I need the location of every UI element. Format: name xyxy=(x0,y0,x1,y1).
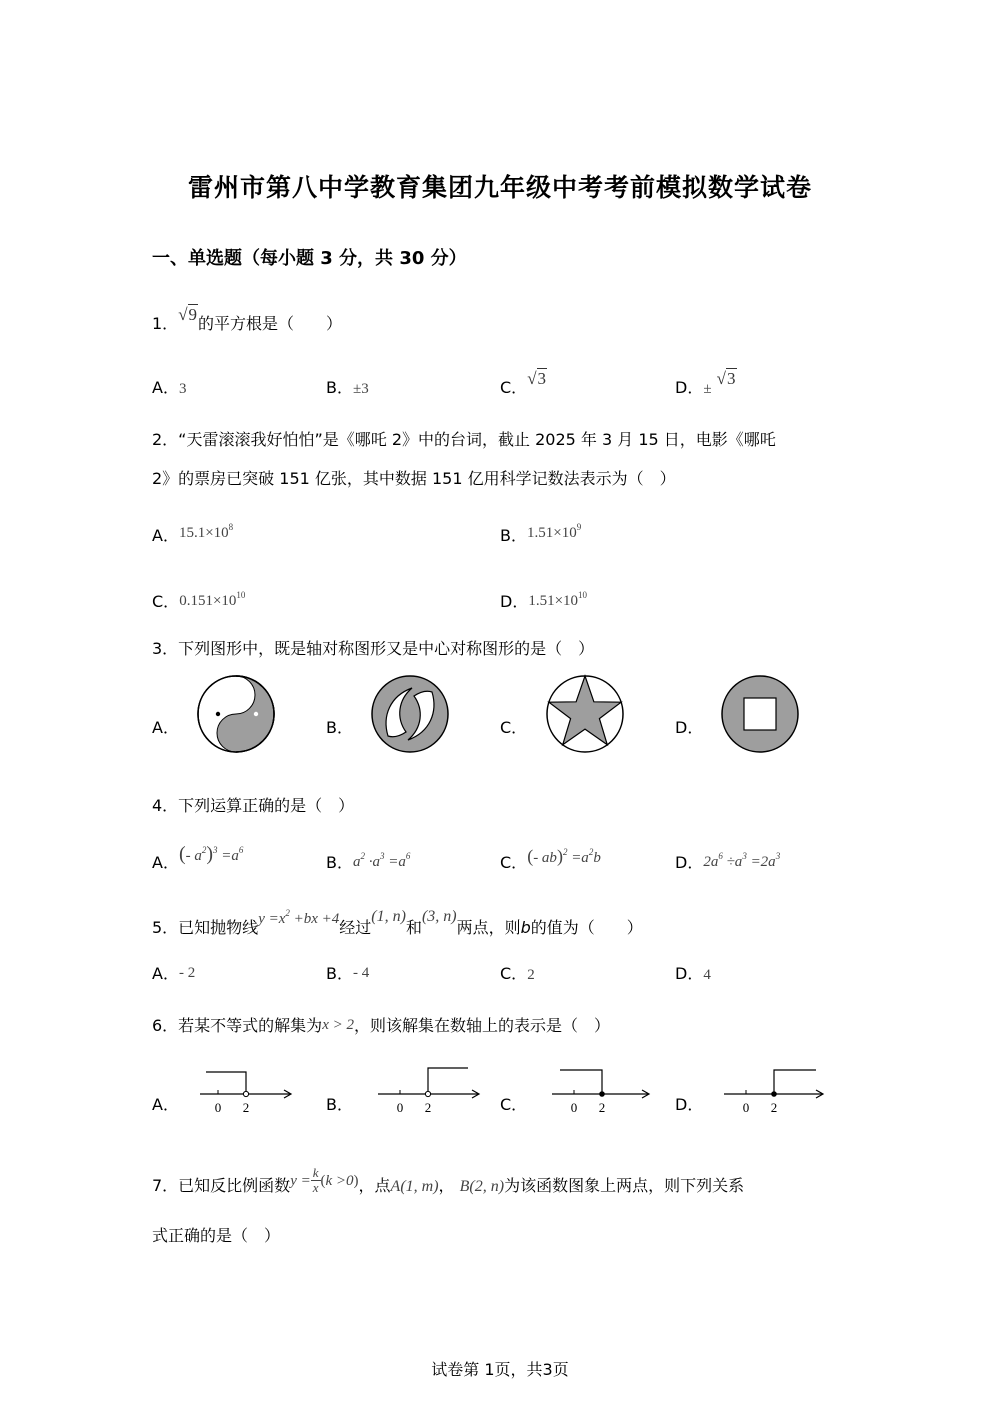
section-heading: 一、单选题（每小题 3 分，共 30 分） xyxy=(152,248,467,269)
question-6: 6．若某不等式的解集为x > 2，则该解集在数轴上的表示是（ ） xyxy=(152,1016,610,1035)
tick-2: 2 xyxy=(598,1100,606,1115)
number-line-a[interactable] xyxy=(196,1062,296,1118)
question-7-line2: 式正确的是（ ） xyxy=(152,1226,281,1245)
fraction-k-over-x: $\frac{k}{x}$ xyxy=(312,1165,319,1195)
q5-option-c[interactable]: C．2 xyxy=(500,964,535,983)
tick-0: 0 xyxy=(570,1100,578,1115)
q2-option-a[interactable]: A．$15.1\times 10^8$ xyxy=(152,522,234,545)
q5-option-d[interactable]: D．4 xyxy=(675,964,711,983)
yin-yang-figure[interactable] xyxy=(194,672,278,756)
number-line-b[interactable] xyxy=(374,1062,484,1118)
question-7-line1: 7．已知反比例函数y = $\frac{k}{x}$ (k >0)，点A(1, m)， B(2, n)为该函数图象上两点，则下列关系 xyxy=(152,1165,745,1195)
q5-option-b[interactable]: B．- 4 xyxy=(326,964,370,983)
q2-option-d[interactable]: D．$1.51\times 10^{10}$ xyxy=(500,590,588,611)
question-2-line1: 2．“天雷滚滚我好怕怕”是《哪吒 2》中的台词，截止 2025 年 3 月 15 日，电影《哪吒 xyxy=(152,430,776,449)
question-4: 4．下列运算正确的是（ ） xyxy=(152,796,355,815)
q1-option-a[interactable]: A．3 xyxy=(152,378,187,397)
q6-option-b-label[interactable]: B． xyxy=(326,1095,353,1114)
q3-option-b-label[interactable]: B． xyxy=(326,718,353,737)
q1-option-d[interactable]: D．± √3 xyxy=(675,369,736,397)
page-footer: 试卷第 1页，共3页 xyxy=(431,1360,569,1379)
q4-option-c[interactable]: C．(- $ab)^2 =a^2b$ xyxy=(500,846,601,872)
tick-0: 0 xyxy=(742,1100,750,1115)
question-3: 3．下列图形中，既是轴对称图形又是中心对称图形的是（ ） xyxy=(152,639,595,658)
tick-2: 2 xyxy=(770,1100,778,1115)
q6-option-a-label[interactable]: A． xyxy=(152,1095,179,1114)
q4-option-d[interactable]: D．$2a^6 \div a^3 =2a^3$ xyxy=(675,851,781,872)
number-line-d[interactable] xyxy=(720,1062,828,1118)
q3-option-a-label[interactable]: A． xyxy=(152,718,179,737)
q5-option-a[interactable]: A．- 2 xyxy=(152,964,196,983)
q3-option-d-label[interactable]: D． xyxy=(675,718,704,737)
number-line-c[interactable] xyxy=(548,1062,654,1118)
question-5: 5．已知抛物线$y =x^2 +bx +4$经过(1, n)和(3, n)两点，则b的值为（ ） xyxy=(152,908,643,937)
q4-option-b[interactable]: B．$a^2 \cdot a^3 =a^6$ xyxy=(326,851,411,872)
tick-0: 0 xyxy=(396,1100,404,1115)
tick-0: 0 xyxy=(214,1100,222,1115)
star-figure[interactable] xyxy=(543,672,627,756)
q2-option-c[interactable]: C．$0.151\times 10^{10}$ xyxy=(152,590,246,611)
crescent-figure[interactable] xyxy=(368,672,452,756)
question-2-line2: 2》的票房已突破 151 亿张，其中数据 151 亿用科学记数法表示为（ ） xyxy=(152,469,676,488)
q6-option-d-label[interactable]: D． xyxy=(675,1095,704,1114)
q1-option-c[interactable]: C．√3 xyxy=(500,369,547,397)
q2-option-b[interactable]: B．$1.51\times 10^9$ xyxy=(500,522,582,545)
sqrt-9: √9 xyxy=(178,305,198,324)
question-1: 1．√9的平方根是（ ） xyxy=(152,305,343,333)
coin-square-figure[interactable] xyxy=(718,672,802,756)
page-title: 雷州市第八中学教育集团九年级中考考前模拟数学试卷 xyxy=(187,173,812,202)
q4-option-a[interactable]: A．(- $a^2)^3 =a^6$ xyxy=(152,843,244,872)
tick-2: 2 xyxy=(424,1100,432,1115)
q3-option-c-label[interactable]: C． xyxy=(500,718,528,737)
q1-option-b[interactable]: B．±3 xyxy=(326,378,369,397)
tick-2: 2 xyxy=(242,1100,250,1115)
q6-option-c-label[interactable]: C． xyxy=(500,1095,528,1114)
